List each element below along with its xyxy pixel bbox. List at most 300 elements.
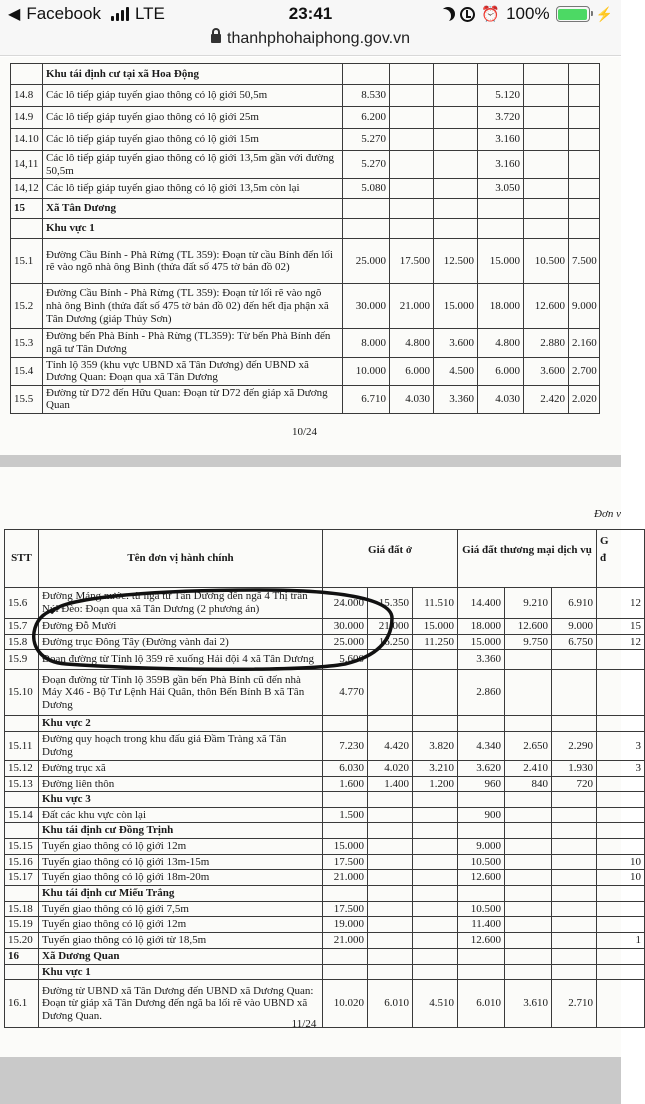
price-value: 1.600 <box>323 776 368 792</box>
row-number <box>11 64 43 85</box>
table-row <box>11 284 600 329</box>
price-value <box>368 716 413 732</box>
price-value: 18.000 <box>478 284 524 329</box>
unit-name: Tuyến giao thông có lộ giới từ 18,5m <box>39 932 323 948</box>
price-value <box>597 886 645 902</box>
table-row <box>5 588 645 619</box>
unit-name: Tuyến giao thông có lộ giới 7,5m <box>39 901 323 917</box>
price-value <box>368 948 413 964</box>
price-value <box>368 964 413 980</box>
price-value <box>505 917 552 933</box>
row-number <box>5 823 39 839</box>
price-value: 10 <box>597 870 645 886</box>
price-value <box>368 650 413 670</box>
table-row <box>11 179 600 199</box>
price-value: 5.270 <box>343 151 390 179</box>
table-row <box>11 329 600 357</box>
price-value: 7.230 <box>323 731 368 760</box>
page-number: 11/24 <box>291 1018 317 1030</box>
price-value: 2.290 <box>552 731 597 760</box>
price-value <box>524 151 569 179</box>
price-value: 840 <box>505 776 552 792</box>
price-value: 9.000 <box>458 839 505 855</box>
price-value: 4.030 <box>390 385 434 413</box>
price-value: 21.000 <box>323 870 368 886</box>
price-value <box>569 129 600 151</box>
unit-name: Đường bến Phà Bính - Phà Rừng (TL359): Từ bến Phà Bính đến ngã tư Tân Dương <box>43 329 343 357</box>
price-value <box>552 807 597 823</box>
price-value <box>478 199 524 219</box>
unit-name: Đường Cầu Bính - Phà Rừng (TL 359): Đoạn từ lối rẽ vào ngõ nhà ông Bình (thửa đất số 475 tờ bản đồ 02) đến hết địa phận xã Tân Dương (giáp Thủy Sơn) <box>43 284 343 329</box>
price-value: 25.000 <box>323 634 368 650</box>
price-value <box>434 151 478 179</box>
table-row <box>5 901 645 917</box>
header-third-group-line1: G <box>600 535 609 547</box>
price-value: 6.010 <box>458 980 505 1028</box>
unit-name: Đường từ UBND xã Tân Dương đến UBND xã Dương Quan: Đoạn từ giáp xã Tân Dương đến ngã ba lối rẽ vào UBND xã Dương Quan. <box>39 980 323 1028</box>
table-row <box>5 932 645 948</box>
price-value: 9.000 <box>569 284 600 329</box>
price-value: 10 <box>597 854 645 870</box>
unit-name: Khu tái định cư Miếu Trắng <box>39 886 323 902</box>
status-icons <box>440 4 613 24</box>
price-value <box>368 870 413 886</box>
price-value <box>597 948 645 964</box>
price-value: 1 <box>597 932 645 948</box>
price-value <box>552 650 597 670</box>
price-value: 12 <box>597 588 645 619</box>
price-value <box>413 650 458 670</box>
row-number <box>5 716 39 732</box>
price-value <box>597 839 645 855</box>
price-value: 4.800 <box>478 329 524 357</box>
price-value <box>413 870 458 886</box>
table-row <box>5 760 645 776</box>
price-value <box>552 948 597 964</box>
unit-name: Khu vực 2 <box>39 716 323 732</box>
price-value <box>368 823 413 839</box>
price-value: 10.000 <box>343 357 390 385</box>
price-value: 4.340 <box>458 731 505 760</box>
battery-icon <box>556 6 590 22</box>
table-row <box>5 619 645 635</box>
price-value: 21.000 <box>390 284 434 329</box>
row-number: 15 <box>11 199 43 219</box>
price-value: 6.200 <box>343 107 390 129</box>
price-value <box>597 807 645 823</box>
row-number: 15.1 <box>11 239 43 284</box>
price-value <box>413 716 458 732</box>
row-number: 15.7 <box>5 619 39 635</box>
row-number: 15.13 <box>5 776 39 792</box>
price-value: 14.400 <box>458 588 505 619</box>
price-value <box>413 823 458 839</box>
row-number: 15.10 <box>5 670 39 716</box>
price-value <box>505 716 552 732</box>
do-not-disturb-icon <box>437 9 451 23</box>
clock: 23:41 <box>288 4 333 23</box>
price-value: 6.710 <box>343 385 390 413</box>
price-value: 6.030 <box>323 760 368 776</box>
price-value: 30.000 <box>343 284 390 329</box>
price-value: 9.210 <box>505 588 552 619</box>
header-name: Tên đơn vị hành chính <box>39 530 323 588</box>
price-value <box>368 886 413 902</box>
price-value: 8.000 <box>343 329 390 357</box>
row-number: 15.2 <box>11 284 43 329</box>
price-value <box>552 964 597 980</box>
row-number: 15.8 <box>5 634 39 650</box>
price-value <box>368 792 413 808</box>
price-value <box>552 670 597 716</box>
unit-name: Đường Máng nước: từ ngã tư Tân Dương đến ngã 4 Thị trấn Núi Đèo: Đoạn qua xã Tân Dương (2 phương án) <box>39 588 323 619</box>
table-row <box>11 199 600 219</box>
table-row <box>11 385 600 413</box>
row-number: 14,11 <box>11 151 43 179</box>
price-value <box>323 948 368 964</box>
price-value: 30.000 <box>323 619 368 635</box>
row-number: 15.20 <box>5 932 39 948</box>
row-number: 15.6 <box>5 588 39 619</box>
price-value: 8.530 <box>343 85 390 107</box>
price-value <box>569 179 600 199</box>
price-value: 2.860 <box>458 670 505 716</box>
header-stt: STT <box>5 530 39 588</box>
price-value: 3.360 <box>458 650 505 670</box>
price-value: 6.750 <box>552 634 597 650</box>
table-row <box>5 716 645 732</box>
table-row <box>5 807 645 823</box>
unit-name: Đường trục xã <box>39 760 323 776</box>
price-value: 12.500 <box>434 239 478 284</box>
unit-name: Khu tái định cư tại xã Hoa Động <box>43 64 343 85</box>
price-value <box>569 219 600 239</box>
price-value <box>413 886 458 902</box>
row-number: 15.18 <box>5 901 39 917</box>
unit-name: Tuyến giao thông có lộ giới 12m <box>39 917 323 933</box>
price-value: 16.250 <box>368 634 413 650</box>
table-row <box>5 634 645 650</box>
price-value <box>597 776 645 792</box>
price-value <box>458 964 505 980</box>
price-value <box>597 917 645 933</box>
price-value: 12.600 <box>524 284 569 329</box>
price-value <box>368 670 413 716</box>
price-value <box>343 64 390 85</box>
price-value: 6.000 <box>478 357 524 385</box>
price-value: 3 <box>597 731 645 760</box>
unit-name: Đường liên thôn <box>39 776 323 792</box>
price-value: 5.120 <box>478 85 524 107</box>
price-value: 3.160 <box>478 129 524 151</box>
price-value: 3.210 <box>413 760 458 776</box>
price-value <box>524 129 569 151</box>
price-value: 25.000 <box>343 239 390 284</box>
price-value: 12 <box>597 634 645 650</box>
price-value <box>524 179 569 199</box>
row-number: 15.19 <box>5 917 39 933</box>
row-number: 15.9 <box>5 650 39 670</box>
price-value: 15.350 <box>368 588 413 619</box>
price-value <box>368 901 413 917</box>
price-value <box>413 670 458 716</box>
price-value <box>368 807 413 823</box>
price-value: 3.820 <box>413 731 458 760</box>
row-number: 15.16 <box>5 854 39 870</box>
unit-name: Xã Tân Dương <box>43 199 343 219</box>
price-value <box>434 64 478 85</box>
table-row <box>5 839 645 855</box>
unit-name: Khu vực 3 <box>39 792 323 808</box>
price-value: 18.000 <box>458 619 505 635</box>
row-number: 15.11 <box>5 731 39 760</box>
price-value <box>524 64 569 85</box>
price-value <box>552 854 597 870</box>
row-number: 15.15 <box>5 839 39 855</box>
price-value <box>597 650 645 670</box>
row-number: 14,12 <box>11 179 43 199</box>
unit-name: Xã Dương Quan <box>39 948 323 964</box>
price-value <box>390 107 434 129</box>
price-value: 1.200 <box>413 776 458 792</box>
unit-name: Tỉnh lộ 359 (khu vực UBND xã Tân Dương) đến UBND xã Dương Quan: Đoạn qua xã Tân Dương <box>43 357 343 385</box>
table-row <box>11 151 600 179</box>
price-value <box>390 129 434 151</box>
price-value: 19.000 <box>323 917 368 933</box>
price-value: 15 <box>597 619 645 635</box>
price-value: 4.500 <box>434 357 478 385</box>
price-value: 960 <box>458 776 505 792</box>
price-value <box>505 870 552 886</box>
price-value <box>413 839 458 855</box>
price-value <box>434 199 478 219</box>
price-value <box>390 219 434 239</box>
price-value: 12.600 <box>458 870 505 886</box>
price-value <box>505 886 552 902</box>
price-value: 2.420 <box>524 385 569 413</box>
table-row <box>5 917 645 933</box>
price-value <box>552 886 597 902</box>
price-value <box>505 948 552 964</box>
unit-name: Các lô tiếp giáp tuyến giao thông có lộ giới 15m <box>43 129 343 151</box>
price-value: 12.600 <box>505 619 552 635</box>
price-value <box>413 854 458 870</box>
price-value <box>552 901 597 917</box>
price-value: 11.510 <box>413 588 458 619</box>
table-row <box>11 239 600 284</box>
unit-name: Tuyến giao thông có lộ giới 12m <box>39 839 323 855</box>
price-value: 21.000 <box>323 932 368 948</box>
price-value: 2.650 <box>505 731 552 760</box>
price-value <box>458 948 505 964</box>
price-value: 10.500 <box>524 239 569 284</box>
price-value <box>390 151 434 179</box>
table-row <box>5 731 645 760</box>
unit-name: Các lô tiếp giáp tuyến giao thông có lộ giới 13,5m còn lại <box>43 179 343 199</box>
price-value <box>597 964 645 980</box>
price-value: 17.500 <box>323 854 368 870</box>
price-value: 2.160 <box>569 329 600 357</box>
price-value: 15.000 <box>478 239 524 284</box>
price-value: 4.510 <box>413 980 458 1028</box>
price-value <box>569 151 600 179</box>
price-value <box>390 179 434 199</box>
price-value: 10.500 <box>458 854 505 870</box>
price-value: 3.610 <box>505 980 552 1028</box>
price-value <box>552 716 597 732</box>
url-text: thanhphohaiphong.gov.vn <box>227 30 410 47</box>
price-value <box>569 107 600 129</box>
price-value <box>368 854 413 870</box>
price-value: 1.500 <box>323 807 368 823</box>
back-app-label: Facebook <box>26 4 101 23</box>
price-value: 15.000 <box>323 839 368 855</box>
table-row <box>5 650 645 670</box>
price-value: 17.500 <box>323 901 368 917</box>
price-value <box>597 792 645 808</box>
price-value <box>434 179 478 199</box>
price-value: 3.720 <box>478 107 524 129</box>
price-value: 9.750 <box>505 634 552 650</box>
price-value <box>413 932 458 948</box>
price-value <box>368 839 413 855</box>
price-value <box>458 792 505 808</box>
table-row <box>5 823 645 839</box>
price-value <box>478 219 524 239</box>
price-value <box>505 807 552 823</box>
table-row <box>5 870 645 886</box>
price-value <box>434 107 478 129</box>
price-value: 15.000 <box>434 284 478 329</box>
price-value <box>368 917 413 933</box>
price-value <box>552 870 597 886</box>
row-number <box>5 886 39 902</box>
price-value <box>390 85 434 107</box>
price-value: 21.000 <box>368 619 413 635</box>
unit-name: Tuyến giao thông có lộ giới 13m-15m <box>39 854 323 870</box>
price-value: 720 <box>552 776 597 792</box>
price-value <box>552 792 597 808</box>
price-value <box>390 64 434 85</box>
price-value <box>552 932 597 948</box>
price-value: 7.500 <box>569 239 600 284</box>
price-value: 10.500 <box>458 901 505 917</box>
lock-icon <box>211 34 221 43</box>
unit-name: Đường từ D72 đến Hữu Quan: Đoạn từ D72 đến giáp xã Dương Quan <box>43 385 343 413</box>
price-value: 15.000 <box>458 634 505 650</box>
unit-name: Tuyến giao thông có lộ giới 18m-20m <box>39 870 323 886</box>
charging-icon: ⚡ <box>595 5 613 22</box>
price-value <box>413 948 458 964</box>
price-value: 11.250 <box>413 634 458 650</box>
price-value <box>323 823 368 839</box>
unit-name: Đường Cầu Bính - Phà Rừng (TL 359): Đoạn từ cầu Bính đến lối rẽ vào ngõ nhà ông Bình (thửa đất số 475 tờ bản đồ 02) <box>43 239 343 284</box>
price-value <box>524 199 569 219</box>
table-row <box>5 854 645 870</box>
table-row <box>11 64 600 85</box>
document-page-10 <box>0 57 621 455</box>
unit-name: Các lô tiếp giáp tuyến giao thông có lộ giới 25m <box>43 107 343 129</box>
header-commercial-land: Giá đất thương mại dịch vụ <box>458 530 597 588</box>
price-value <box>434 129 478 151</box>
table-row <box>11 219 600 239</box>
table-row <box>5 964 645 980</box>
row-number: 15.5 <box>11 385 43 413</box>
price-value: 5.600 <box>323 650 368 670</box>
price-value: 4.800 <box>390 329 434 357</box>
network-label: LTE <box>134 4 165 23</box>
row-number: 14.10 <box>11 129 43 151</box>
row-number: 14.9 <box>11 107 43 129</box>
page-number: 10/24 <box>291 426 318 438</box>
price-value <box>458 886 505 902</box>
price-value <box>413 807 458 823</box>
price-value: 9.000 <box>552 619 597 635</box>
price-value: 3.600 <box>524 357 569 385</box>
table-row <box>11 129 600 151</box>
unit-name: Đất các khu vực còn lại <box>39 807 323 823</box>
table-row <box>11 85 600 107</box>
price-value <box>434 219 478 239</box>
price-value: 2.020 <box>569 385 600 413</box>
table-row <box>11 107 600 129</box>
price-value <box>343 219 390 239</box>
row-number: 15.14 <box>5 807 39 823</box>
price-value <box>597 670 645 716</box>
price-value: 2.700 <box>569 357 600 385</box>
price-value: 1.400 <box>368 776 413 792</box>
header-third-group-line2: đ <box>600 551 607 564</box>
price-value: 3.360 <box>434 385 478 413</box>
price-value: 3 <box>597 760 645 776</box>
table-row <box>11 357 600 385</box>
price-value: 15.000 <box>413 619 458 635</box>
unit-name: Khu tái định cư Đồng Trịnh <box>39 823 323 839</box>
price-value <box>505 964 552 980</box>
unit-name: Đoạn đường từ Tỉnh lộ 359 rẽ xuống Hải đội 4 xã Tân Dương <box>39 650 323 670</box>
unit-name: Đoạn đường từ Tỉnh lộ 359B gần bến Phà Bính cũ đến nhà Máy X46 - Bộ Tư Lệnh Hải Quân, thôn Bến Bính B xã Tân Dương <box>39 670 323 716</box>
price-value <box>458 716 505 732</box>
price-value <box>413 792 458 808</box>
price-value: 11.400 <box>458 917 505 933</box>
table-row <box>5 776 645 792</box>
unit-name: Đường quy hoạch trong khu đấu giá Đầm Tràng xã Tân Dương <box>39 731 323 760</box>
price-value: 3.600 <box>434 329 478 357</box>
row-number: 15.4 <box>11 357 43 385</box>
row-number: 16 <box>5 948 39 964</box>
price-value <box>569 85 600 107</box>
table-row <box>5 948 645 964</box>
price-value <box>505 854 552 870</box>
price-value <box>505 839 552 855</box>
price-value <box>505 823 552 839</box>
row-number <box>11 219 43 239</box>
unit-label: Đơn v <box>594 508 621 520</box>
price-value <box>413 964 458 980</box>
price-value: 1.930 <box>552 760 597 776</box>
row-number: 15.17 <box>5 870 39 886</box>
address-bar[interactable] <box>0 30 621 56</box>
page-gap <box>0 455 621 467</box>
price-value: 2.710 <box>552 980 597 1028</box>
price-value <box>569 64 600 85</box>
price-value <box>368 932 413 948</box>
price-value: 6.000 <box>390 357 434 385</box>
document-page-11 <box>0 467 642 1057</box>
price-value <box>524 107 569 129</box>
price-value <box>434 85 478 107</box>
price-value: 4.420 <box>368 731 413 760</box>
